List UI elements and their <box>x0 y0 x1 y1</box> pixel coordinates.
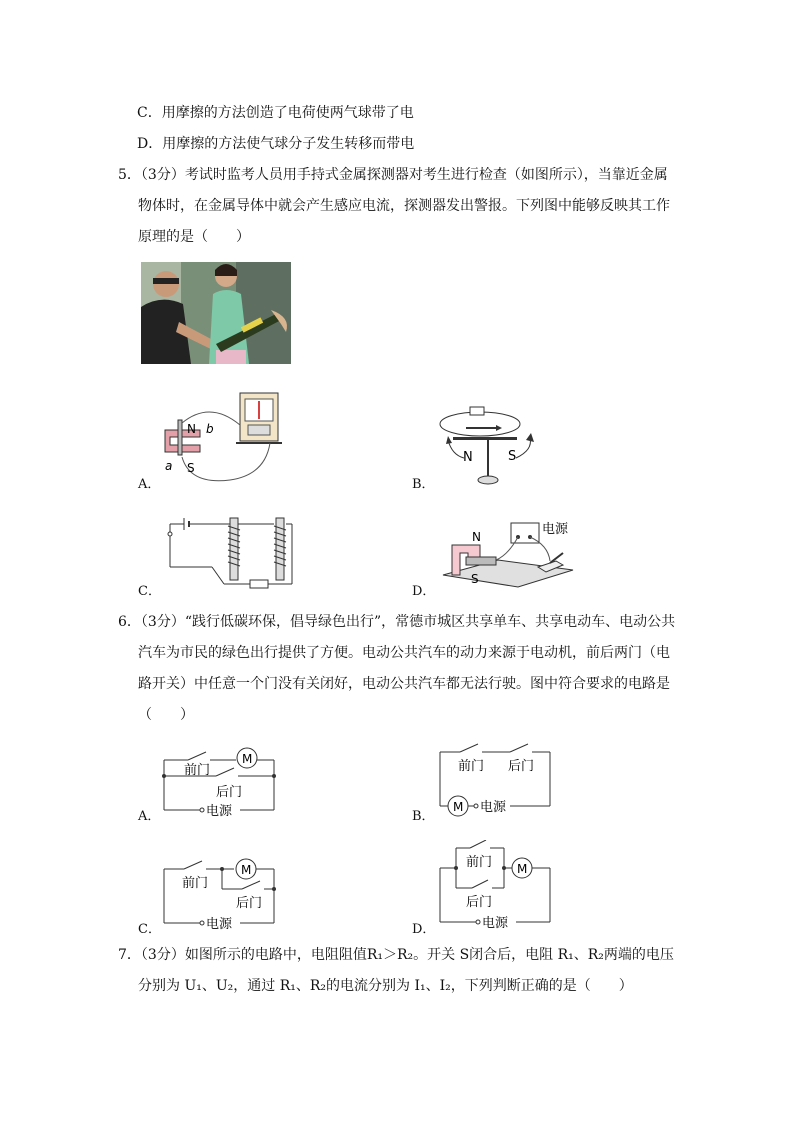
q5a-label-n: N <box>187 422 196 436</box>
q5d-label-s: S <box>471 572 479 586</box>
q5b-label-n: N <box>463 450 473 465</box>
q6-circuit-c <box>160 855 280 935</box>
q5d-label-power: 电源 <box>542 522 569 537</box>
q5b-label-s: S <box>508 449 517 464</box>
q5-stem-line2: 物体时，在金属导体中就会产生感应电流，探测器发出警报。下列图中能够反映其工作 <box>138 198 670 214</box>
q6c-front-door: 前门 <box>182 876 209 891</box>
q5a-label-b: b <box>206 422 214 436</box>
q5-figure-d <box>438 515 578 595</box>
q5-option-d-label: D． <box>412 584 436 599</box>
q6d-motor: M <box>517 862 528 876</box>
q6-circuit-b <box>436 740 556 820</box>
q6d-power: 电源 <box>482 916 509 931</box>
q7-stem-line1: 7．（3分）如图所示的电路中，电阻阻值R₁＞R₂。开关 S闭合后，电阻 R₁、R₂两端的电压 <box>118 947 674 963</box>
q5a-label-s: S <box>187 461 195 475</box>
q5-option-a-label: A． <box>138 477 161 492</box>
q6c-motor: M <box>241 863 252 877</box>
q6-circuit-d <box>436 840 556 932</box>
q4-option-d: D．用摩擦的方法使气球分子发生转移而带电 <box>137 136 415 152</box>
metal-detector-photo <box>141 262 291 364</box>
q6c-back-door: 后门 <box>236 896 263 911</box>
q5-option-b-label: B． <box>412 477 435 492</box>
q6-stem-line2: 汽车为市民的绿色出行提供了方便。电动公共汽车的动力来源于电动机，前后两门（电 <box>138 645 670 661</box>
q5-option-c-label: C． <box>138 584 161 599</box>
q6c-power: 电源 <box>206 917 233 932</box>
q5-stem-line3: 原理的是（ ） <box>138 229 250 245</box>
q6b-back-door: 后门 <box>508 759 535 774</box>
q5a-label-a: a <box>165 459 173 473</box>
q7-stem-line2: 分别为 U₁、U₂，通过 R₁、R₂的电流分别为 I₁、I₂，下列判断正确的是（ ） <box>138 978 633 994</box>
q6d-front-door: 前门 <box>466 855 493 870</box>
q5-figure-c <box>162 512 302 592</box>
q5-figure-a <box>160 385 290 485</box>
q6-option-a-label: A． <box>138 809 161 824</box>
q6d-back-door: 后门 <box>466 895 493 910</box>
q6b-power: 电源 <box>480 800 507 815</box>
q6a-back-door: 后门 <box>216 785 243 800</box>
q6-stem-line4: （ ） <box>138 707 194 723</box>
q5-figure-b <box>438 400 548 490</box>
q5-stem-line1: 5．（3分）考试时监考人员用手持式金属探测器对考生进行检查（如图所示），当靠近金属 <box>118 167 668 183</box>
q6a-front-door: 前门 <box>184 763 211 778</box>
q6-stem-line3: 路开关）中任意一个门没有关闭好，电动公共汽车都无法行驶。图中符合要求的电路是 <box>138 676 670 692</box>
q6-stem-line1: 6．（3分）“践行低碳环保，倡导绿色出行”，常德市城区共享单车、共享电动车、电动公共 <box>118 614 676 630</box>
q5d-label-n: N <box>472 530 481 544</box>
q6b-front-door: 前门 <box>458 759 485 774</box>
q6a-power: 电源 <box>206 804 233 819</box>
q4-option-c: C．用摩擦的方法创造了电荷使两气球带了电 <box>137 105 414 121</box>
q6-circuit-a <box>160 740 280 820</box>
q6b-motor: M <box>453 800 464 814</box>
q6-option-d-label: D． <box>412 922 436 937</box>
q6-option-c-label: C． <box>138 922 161 937</box>
q6-option-b-label: B． <box>412 809 435 824</box>
q6a-motor: M <box>242 752 253 766</box>
